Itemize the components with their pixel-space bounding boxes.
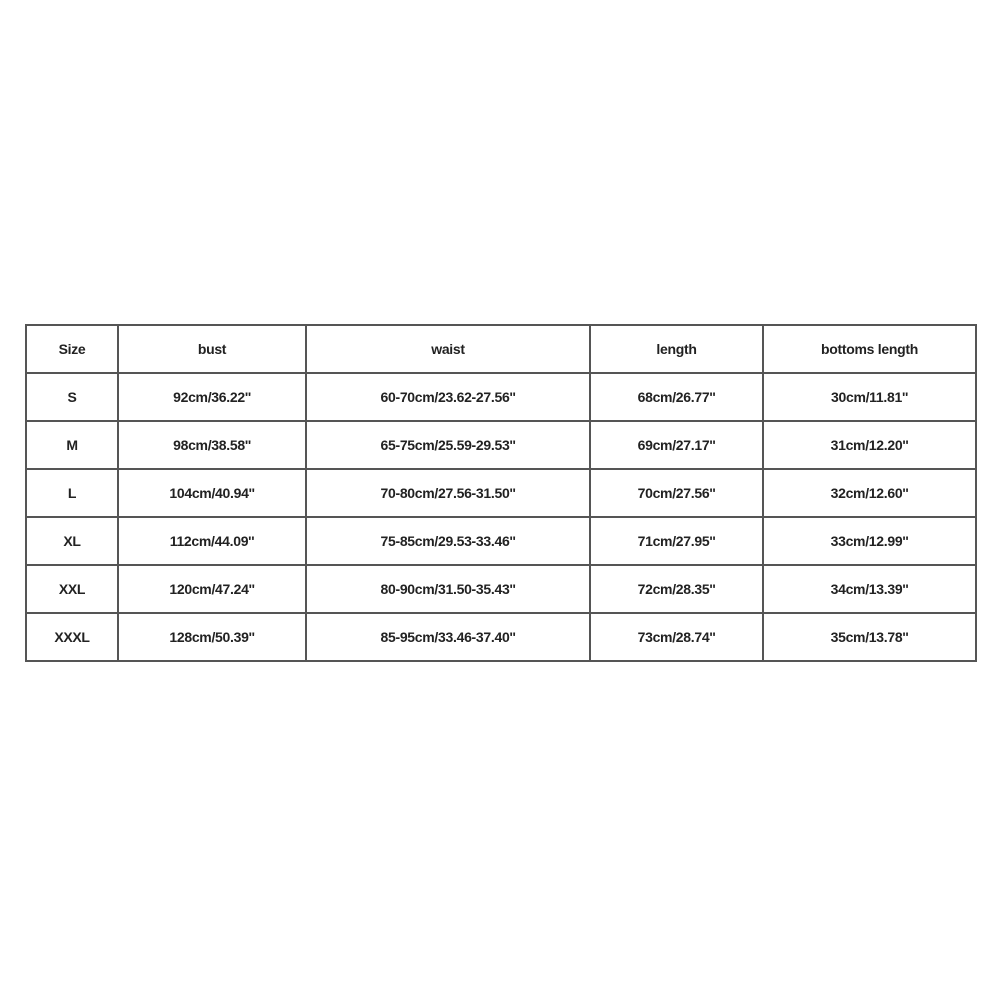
cell-bust: 104cm/40.94'' xyxy=(118,469,306,517)
table-header-row xyxy=(26,325,976,373)
cell-waist: 80-90cm/31.50-35.43'' xyxy=(306,565,590,613)
cell-waist: 70-80cm/27.56-31.50'' xyxy=(306,469,590,517)
cell-bottoms-length: 32cm/12.60'' xyxy=(763,469,976,517)
table-row xyxy=(26,469,976,517)
table-row xyxy=(26,373,976,421)
table-row xyxy=(26,517,976,565)
cell-waist: 60-70cm/23.62-27.56'' xyxy=(306,373,590,421)
cell-length: 71cm/27.95'' xyxy=(590,517,763,565)
table-row xyxy=(26,565,976,613)
cell-length: 73cm/28.74'' xyxy=(590,613,763,661)
cell-bottoms-length: 33cm/12.99'' xyxy=(763,517,976,565)
cell-bust: 128cm/50.39'' xyxy=(118,613,306,661)
table-row xyxy=(26,613,976,661)
cell-waist: 65-75cm/25.59-29.53'' xyxy=(306,421,590,469)
cell-size: L xyxy=(26,469,118,517)
cell-length: 68cm/26.77'' xyxy=(590,373,763,421)
size-chart-table xyxy=(25,324,977,662)
cell-waist: 75-85cm/29.53-33.46'' xyxy=(306,517,590,565)
cell-size: M xyxy=(26,421,118,469)
cell-size: S xyxy=(26,373,118,421)
header-bust: bust xyxy=(118,325,306,373)
header-waist: waist xyxy=(306,325,590,373)
cell-waist: 85-95cm/33.46-37.40'' xyxy=(306,613,590,661)
cell-bust: 120cm/47.24'' xyxy=(118,565,306,613)
table-row xyxy=(26,421,976,469)
cell-length: 72cm/28.35'' xyxy=(590,565,763,613)
cell-length: 69cm/27.17'' xyxy=(590,421,763,469)
header-bottoms-length: bottoms length xyxy=(763,325,976,373)
cell-length: 70cm/27.56'' xyxy=(590,469,763,517)
cell-bust: 112cm/44.09'' xyxy=(118,517,306,565)
cell-bust: 98cm/38.58'' xyxy=(118,421,306,469)
cell-size: XXXL xyxy=(26,613,118,661)
header-size: Size xyxy=(26,325,118,373)
cell-bottoms-length: 31cm/12.20'' xyxy=(763,421,976,469)
header-length: length xyxy=(590,325,763,373)
cell-size: XL xyxy=(26,517,118,565)
cell-bottoms-length: 30cm/11.81'' xyxy=(763,373,976,421)
cell-size: XXL xyxy=(26,565,118,613)
cell-bust: 92cm/36.22'' xyxy=(118,373,306,421)
cell-bottoms-length: 35cm/13.78'' xyxy=(763,613,976,661)
cell-bottoms-length: 34cm/13.39'' xyxy=(763,565,976,613)
